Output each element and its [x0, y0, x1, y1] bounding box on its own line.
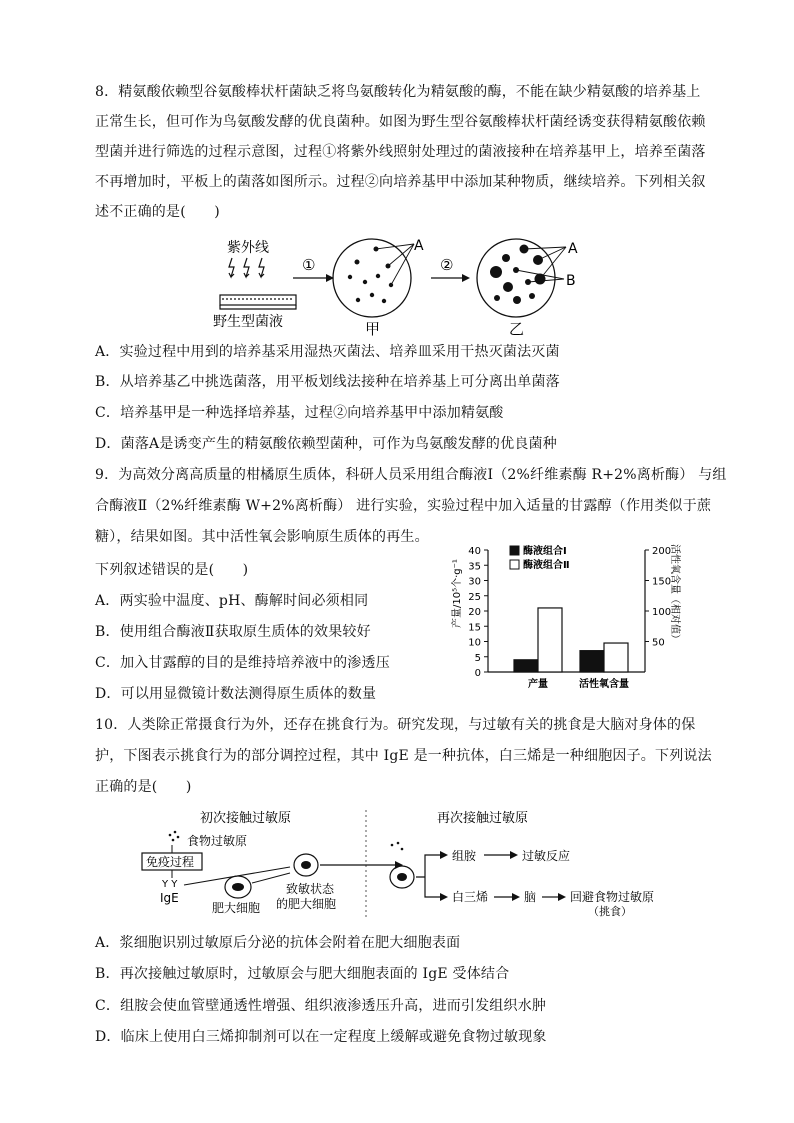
mast-cell-label: 肥大细胞 [212, 901, 261, 915]
q8-stem-line: 型菌并进行筛选的过程示意图，过程①将紫外线照射处理过的菌液接种在培养基甲上，培养至菌落 [95, 144, 706, 160]
left-tick-label: 35 [468, 561, 481, 573]
dish-jia [333, 239, 411, 317]
right-tick-label: 150 [652, 576, 672, 588]
allergic-reaction-label: 过敏反应 [522, 849, 571, 863]
arrow-mast [252, 873, 290, 883]
left-tick-label: 15 [468, 622, 481, 634]
q10-allergy-figure [140, 805, 660, 920]
first-contact-label: 初次接触过敏原 [200, 811, 292, 826]
q10-option-c[interactable]: C．组胺会使血管壁通透性增强、组织液渗透压升高，进而引发组织水肿 [95, 998, 547, 1014]
step-1-label: ① [302, 256, 316, 274]
q10-option-a[interactable]: A．浆细胞识别过敏原后分泌的抗体会附着在肥大细胞表面 [95, 935, 461, 951]
left-tick-label: 40 [468, 546, 481, 557]
q8-stem-line: 不再增加时，平板上的菌落如图所示。过程②向培养基甲中添加某种物质，继续培养。下列相关叙 [95, 174, 706, 190]
y-axis-label-right: 活性氧含量（相对值） [669, 544, 680, 644]
second-contact-label: 再次接触过敏原 [437, 811, 529, 826]
q9-stem-line: 糖），结果如图。其中活性氧会影响原生质体的再生。 [95, 529, 429, 545]
label-b: B [566, 273, 576, 289]
strain-label: 野生型菌液 [213, 314, 283, 330]
x-tick-label: 活性氧含量 [579, 679, 629, 690]
q9-option-b[interactable]: B．使用组合酶液Ⅱ获取原生质体的效果较好 [95, 624, 371, 640]
q9-option-d[interactable]: D．可以用显微镜计数法测得原生质体的数量 [95, 686, 377, 702]
q8-stem-line: 8．精氨酸依赖型谷氨酸棒状杆菌缺乏将鸟氨酸转化为精氨酸的酶，不能在缺少精氨酸的培养基上 [95, 84, 701, 100]
left-tick-label: 10 [468, 637, 481, 649]
q8-mutation-figure [210, 232, 590, 340]
q10-stem-line: 护，下图表示挑食行为的部分调控过程，其中 IgE 是一种抗体，白三烯是一种细胞因子。下列说法 [95, 748, 712, 764]
q8-option-a[interactable]: A．实验过程中用到的培养基采用湿热灭菌法、培养皿采用干热灭菌法灭菌 [95, 344, 560, 360]
allergen-dots-icon-2 [391, 842, 404, 851]
immune-process-label: 免疫过程 [146, 855, 195, 869]
bar-1-2 [580, 651, 604, 672]
q8-stem-line: 述不正确的是( ) [95, 204, 220, 220]
dish-jia-colonies [348, 247, 393, 304]
legend-label: 酶液组合Ⅱ [523, 560, 570, 571]
brain-label: 脑 [524, 890, 537, 904]
q9-bar-chart [440, 538, 700, 693]
right-tick-label: 50 [652, 637, 665, 649]
dish-jia-label: 甲 [365, 320, 381, 338]
x-tick-label: 产量 [528, 679, 548, 690]
culture-tube-icon [220, 295, 296, 309]
label-a-yi: A [568, 241, 578, 257]
right-tick-label: 200 [652, 546, 672, 557]
q9-stem-line: 合酶液Ⅱ（2%纤维素酶 W+2%离析酶） 进行实验，实验过程中加入适量的甘露醇（作用类似于蔗 [95, 498, 712, 514]
branch-lines [416, 855, 440, 897]
left-tick-label: 25 [468, 591, 481, 603]
left-tick-label: 5 [474, 652, 481, 664]
q8-option-d[interactable]: D．菌落A是诱变产生的精氨酸依赖型菌种，可作为鸟氨酸发酵的优良菌种 [95, 436, 557, 452]
q10-option-b[interactable]: B．再次接触过敏原时，过敏原会与肥大细胞表面的 IgE 受体结合 [95, 966, 510, 982]
q9-stem-line: 下列叙述错误的是( ) [95, 562, 249, 578]
legend-swatch [510, 560, 519, 569]
left-tick-label: 0 [474, 668, 481, 679]
bar-1-1 [514, 660, 538, 672]
dish-yi-label: 乙 [509, 320, 525, 338]
q8-option-c[interactable]: C．培养基甲是一种选择培养基，过程②向培养基甲中添加精氨酸 [95, 405, 504, 421]
arrow-2-head [462, 274, 470, 282]
left-tick-label: 30 [468, 576, 481, 588]
step-2-label: ② [440, 256, 454, 274]
sensitized-label-2: 的肥大细胞 [276, 897, 337, 911]
q9-stem-line: 9．为高效分离高质量的柑橘原生质体，科研人员采用组合酶液Ⅰ（2%纤维素酶 R+2%离析酶） 与组 [95, 467, 727, 483]
q9-option-a[interactable]: A．两实验中温度、pH、酶解时间必须相同 [95, 593, 369, 609]
avoid-label-2: （挑食） [588, 905, 632, 918]
q8-stem-line: 正常生长，但可作为鸟氨酸发酵的优良菌种。如图为野生型谷氨酸棒状杆菌经诱变获得精氨酸依赖 [95, 114, 706, 130]
q8-option-b[interactable]: B．从培养基乙中挑选菌落，用平板划线法接种在培养基上可分离出单菌落 [95, 374, 560, 390]
sensitized-label-1: 致敏状态 [286, 882, 335, 896]
allergen-dots-icon [169, 831, 180, 842]
left-tick-label: 20 [468, 607, 481, 618]
leukotriene-label: 白三烯 [452, 890, 489, 904]
histamine-label: 组胺 [452, 849, 477, 863]
right-tick-label: 100 [652, 607, 672, 618]
legend-swatch [510, 546, 519, 555]
legend-label: 酶液组合Ⅰ [523, 546, 567, 557]
bar-2-1 [538, 608, 562, 672]
uv-rays-icon [229, 258, 264, 277]
antibody-icon: Y Y [162, 879, 178, 890]
q10-option-d[interactable]: D．临床上使用白三烯抑制剂可以在一定程度上缓解或避免食物过敏现象 [95, 1029, 547, 1045]
ige-label: IgE [160, 891, 179, 905]
uv-label: 紫外线 [227, 240, 269, 256]
q9-option-c[interactable]: C．加入甘露醇的目的是维持培养液中的渗透压 [95, 655, 390, 671]
avoid-label-1: 回避食物过敏原 [570, 890, 655, 904]
q10-stem-line: 10．人类除正常摄食行为外，还存在挑食行为。研究发现，与过敏有关的挑食是大脑对身体的保 [95, 717, 696, 733]
bar-2-2 [604, 643, 628, 672]
label-a: A [414, 238, 424, 254]
q10-stem-line: 正确的是( ) [95, 779, 192, 795]
y-axis-label-left: 产量/10⁵个·g⁻¹ [452, 559, 463, 628]
food-allergen-label: 食物过敏原 [187, 834, 248, 848]
